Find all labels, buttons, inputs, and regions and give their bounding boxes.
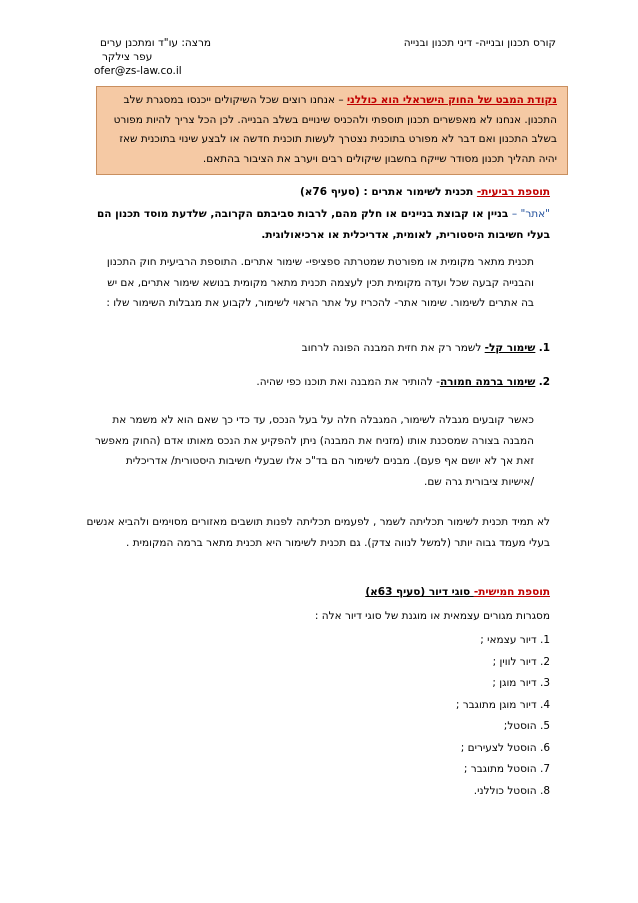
item1-text: לשמר רק את חזית המבנה הפונה לרחוב — [301, 342, 485, 354]
list-item: 6. הוסטל לצעירים ; — [460, 741, 550, 754]
lecturer-email: ofer@zs-law.co.il — [94, 65, 182, 77]
highlight-text: – אנחנו רוצים שכל השיקולים ייכנסו במסגרת שלב התכנון. אנחנו לא מאפשרים תכנון תוספתי ולהכניס שינויים בשלב הבנייה. לכן הכל צריך להיות מפורט בשלב התכנון ואם דבר לא מפורט בתוכנית נצטרך לעשות תוכנית חדשה או לבצע שינוי בתוכנית שאז יהיה תהליך תכנון מסודר שייקח בחשבון שיקולים רבים ויערב את הציבור בהתאם. — [113, 94, 557, 165]
highlight-lead: נקודת המבט של החוק הישראלי הוא כוללני — [346, 94, 557, 106]
section4-heading — [300, 182, 550, 203]
conservation-item-strict — [256, 372, 550, 393]
highlight-box — [96, 86, 568, 175]
conservation-note: לא תמיד תכנית לשימור תכליתה לשמר , לפעמים תכליתה לפנות תושבים מאזורים מסוימים ולהביא אנשים בעלי מעמד גבוה יותר (למשל לנווה צדק). גם תכנית לשימור היא תכנית מתאר ברמה המקומית . — [86, 516, 550, 549]
lecturer-label: מרצה: עו"ד ומתכנן ערים — [100, 37, 212, 49]
list-item: 7. הוסטל מתוגבר ; — [463, 763, 550, 775]
list-item: 4. דיור מוגן מתוגבר ; — [455, 698, 550, 711]
definition-text: בניין או קבוצת בניינים או חלק מהם, לרבות סביבתם הקרובה, שלדעת מוסד תכנון הם בעלי חשיבות היסטורית, לאומית, אדריכלית או ארכיאולוגית. — [96, 208, 550, 241]
section5-heading — [365, 582, 550, 603]
conservation-item-light — [302, 338, 550, 359]
section5-title-rest: סוגי דיור (סעיף 63א) — [365, 586, 474, 598]
section4-title-rest: תכנית לשימור אתרים : (סעיף 76א) — [299, 186, 477, 198]
definition-term: "אתר" – — [511, 208, 550, 220]
item1-number: 1. — [538, 342, 550, 354]
conservation-intro: תכנית מתאר מקומית או מפורטת שמטרתה ספציפי- שימור אתרים. התוספת הרביעית חוק התכנון והבנייה קבעה שכל ועדה מקומית תכין לעצמה תכנית מתאר מקומית בנושא שימור אתרים, אם יש בה אתרים לשימור. שימור אתר- להכריז על אתר הראוי לשימור, לקבוע את מגבלות השימור שלו : — [106, 256, 534, 309]
section4-title: תוספת רביעית- — [476, 186, 550, 198]
housing-intro: מסגרות מגורים עצמאית או מוגנת של סוגי דיור אלה : — [314, 610, 550, 622]
site-definition — [90, 204, 550, 246]
restriction-paragraph: כאשר קובעים מגבלה לשימור, המגבלה חלה על בעל הנכס, עד כדי כך שאם הוא לא משמר את המבנה בצורה שמסכנת אותו (מזניח את המבנה) ניתן להפקיע את הנכס מאותו אדם (החוק מאפשר זאת אך לא יושם אף פעם). מבנים לשימור הם בד"כ אלו שבעלי חשיבות היסטורית/ אדריכלית /אישיות ציבורית גרה שם. — [94, 414, 534, 488]
item2-number: 2. — [538, 376, 550, 388]
section5-title: תוספת חמישית- — [473, 586, 550, 598]
item2-text: - להותיר את המבנה ואת תוכנו כפי שהיה. — [256, 376, 440, 388]
item1-term: שימור קל- — [484, 342, 536, 354]
item2-term: שימור ברמה חמורה — [439, 376, 536, 388]
list-item: 1. דיור עצמאי ; — [480, 634, 550, 646]
housing-types-list — [456, 630, 550, 802]
list-item: 3. דיור מוגן ; — [492, 677, 550, 689]
list-item: 8. הוסטל כוללני. — [473, 784, 550, 797]
lecturer-name: עפר צילקר — [102, 51, 153, 63]
list-item: 2. דיור לווין ; — [492, 655, 550, 668]
course-title: קורס תכנון ובנייה- דיני תכנון ובנייה — [403, 37, 556, 49]
list-item: 5. הוסטל; — [503, 720, 550, 732]
